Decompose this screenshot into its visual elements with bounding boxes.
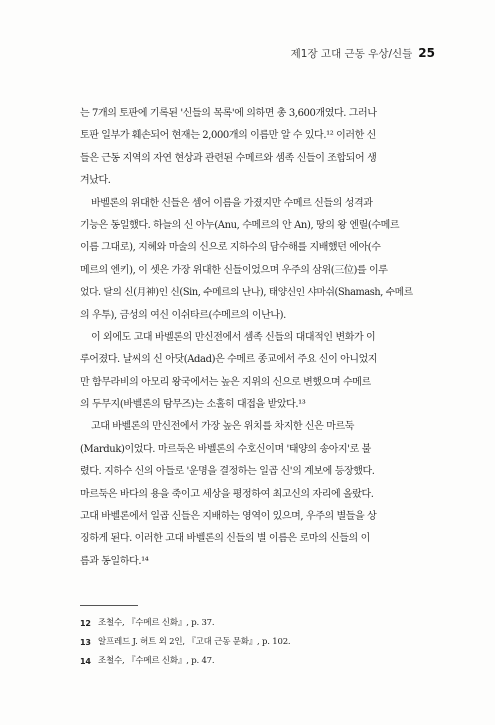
- text-line: 기능은 동일했다. 하늘의 신 아누(Anu, 수메르의 안 An), 땅의 왕 엔릴(수메르: [80, 219, 400, 231]
- text-line: 고대 바벨론에서 일곱 신들은 지배하는 영역이 있으며, 우주의 별들을 상: [80, 511, 377, 523]
- footnote-text: 조철수, 『수메르 신화』, p. 37.: [98, 618, 215, 628]
- text-line: 들은 근동 지역의 자연 현상과 관련된 수메르와 셈족 신들이 조합되어 생: [80, 152, 377, 164]
- text-line: (Marduk)이었다. 마르둑은 바벨론의 수호신이며 '태양의 송아지'로 불: [80, 443, 371, 455]
- text-line: 겨났다.: [80, 175, 111, 187]
- footnotes: [80, 614, 420, 671]
- footnote-divider: [80, 605, 138, 606]
- text-line: 었다. 달의 신(月神)인 신(Sin, 수메르의 난나), 태양신인 샤마쉬(Shamash, 수메르: [80, 287, 413, 299]
- page-number: 25: [418, 46, 435, 60]
- text-line: 는 7개의 토판에 기록된 '신들의 목록'에 의하면 총 3,600개였다. 그러나: [80, 108, 377, 119]
- text-line: 렸다. 지하수 신의 아들로 '운명을 결정하는 일곱 신'의 계보에 등장했다.: [80, 466, 375, 478]
- footnote: [80, 652, 420, 671]
- text-line: 루어졌다. 날씨의 신 아닷(Adad)은 수메르 종교에서 주요 신이 아니었지: [80, 354, 378, 366]
- text-line: 의 두무지(바벨론의 탐무즈)는 소홀히 대접을 받았다.¹³: [80, 399, 306, 411]
- text-line: 메르의 엔키), 이 셋은 가장 위대한 신들이었으며 우주의 삼위(三位)를 이루: [80, 264, 388, 276]
- chapter-title: 제1장 고대 근동 우상/신들: [290, 48, 413, 60]
- text-line: 이 외에도 고대 바벨론의 만신전에서 셈족 신들의 대대적인 변화가 이: [91, 331, 376, 343]
- footnote: [80, 614, 420, 633]
- running-head: [291, 46, 435, 61]
- footnote: [80, 633, 420, 652]
- footnote-number: 13: [80, 638, 91, 647]
- body-text: [80, 103, 416, 573]
- text-line: 름과 동일하다.¹⁴: [80, 555, 149, 567]
- footnote-number: 12: [80, 619, 91, 628]
- footnote-text: 알프레드 J. 허트 외 2인, 『고대 근동 문화』, p. 102.: [98, 637, 291, 647]
- text-line: 의 우투), 금성의 여신 이쉬타르(수메르의 이난나).: [80, 309, 286, 321]
- footnote-text: 조철수, 『수메르 신화』, p. 47.: [98, 656, 215, 666]
- text-line: 고대 바벨론의 만신전에서 가장 높은 위치를 차지한 신은 마르둑: [91, 421, 354, 433]
- text-line: 만 함무라비의 아모리 왕국에서는 높은 지위의 신으로 변했으며 수메르: [80, 376, 371, 388]
- text-line: 바벨론의 위대한 신들은 셈어 이름을 가졌지만 수메르 신들의 성격과: [91, 197, 373, 209]
- text-line: 징하게 된다. 이러한 고대 바벨론의 신들의 별 이름은 로마의 신들의 이: [80, 533, 370, 545]
- footnote-number: 14: [80, 657, 91, 666]
- text-line: 마르둑은 바다의 용을 죽이고 세상을 평정하여 최고신의 자리에 올랐다.: [80, 488, 374, 500]
- text-line: 이름 그대로), 지혜와 마술의 신으로 지하수의 담수해를 지배했던 에아(수: [80, 242, 381, 254]
- text-line: 토판 일부가 훼손되어 현재는 2,000개의 이름만 알 수 있다.¹² 이러한 신: [80, 130, 376, 142]
